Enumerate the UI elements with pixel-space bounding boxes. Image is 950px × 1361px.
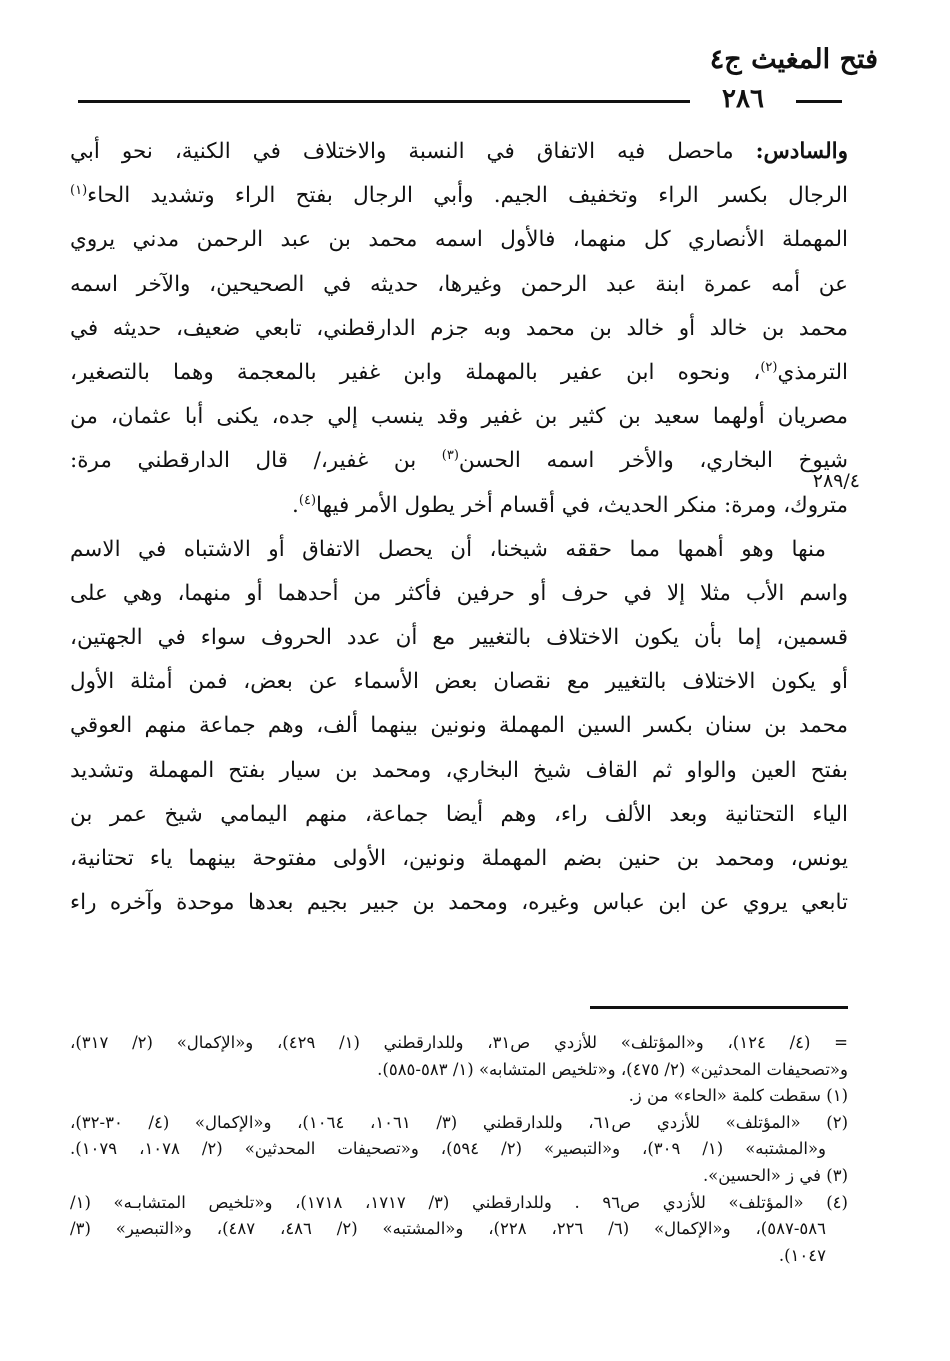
- text-line: [70, 837, 848, 881]
- line-text: الرجال بكسر الراء وتخفيف الجيم. وأبي الرجال بفتح الراء وتشديد الحاء: [87, 183, 848, 209]
- line-text: محمد بن سنان بكسر السين المهملة ونونين بينهما ألف، وهم جماعة منهم العوقي: [70, 713, 848, 739]
- footnote-line: (٣) في ز «الحسين».: [702, 1165, 848, 1185]
- footnote-line: و«تصحيفات المحدثين» (٢/ ٤٧٥)، و«تلخيص المتشابه» (١/ ٥٨٣-٥٨٥).: [377, 1059, 848, 1079]
- line-text: متروك، ومرة: منكر الحديث، في أقسام أخر يطول الأمر فيها: [316, 492, 848, 518]
- line-text: عن أمه عمرة ابنة عبد الرحمن وغيرها، حديثه في الصحيحين، والآخر اسمه: [70, 271, 848, 297]
- line-text: تابعي يروي عن ابن عباس وغيره، ومحمد بن جبير بجيم بعدها موحدة وآخره راء: [70, 890, 848, 916]
- text-line: [70, 395, 848, 439]
- line-text: الياء التحتانية وبعد الألف راء، وهم أيضا جماعة، منهم اليمامي شيخ عمر بن: [70, 801, 848, 827]
- line-text: بفتح العين والواو ثم القاف شيخ البخاري، ومحمد بن سيار بفتح المهملة وتشديد: [70, 757, 848, 783]
- main-text: [70, 130, 848, 925]
- text-line: [70, 528, 848, 572]
- text-line: [70, 307, 848, 351]
- footnote-line: ٥٨٦-٥٨٧)، و«الإكمال» (٦/ ٢٢٦، ٢٢٨)، و«المشتبه» (٢/ ٤٨٦، ٤٨٧)، و«التبصير» (٣/: [70, 1219, 826, 1239]
- text-line: [70, 439, 848, 483]
- line-text: مصريان أولهما سعيد بن كثير بن غفير وقد ينسب إلي جده، يكنى أبا عثمان، من: [70, 404, 848, 430]
- footnote-line: (٢) «المؤتلف» للأزدي ص٦١، وللدارقطني (٣/ ١٠٦١، ١٠٦٤)، و«الإكمال» (٤/ ٣٠-٣٢)،: [70, 1112, 848, 1132]
- text-line: [70, 484, 848, 528]
- text-line: [70, 749, 848, 793]
- footnote-ref: (٢): [760, 359, 778, 375]
- running-head-title: فتح المغيث ج٤: [709, 44, 878, 75]
- text-line: [70, 174, 848, 218]
- text-line: [70, 793, 848, 837]
- text-line: [70, 881, 848, 925]
- footnote-ref: (١): [70, 183, 88, 199]
- footnote-line: ١٠٤٧).: [778, 1245, 826, 1265]
- footnote-rule: [590, 1006, 848, 1009]
- line-text: الترمذي: [777, 359, 848, 385]
- line-text: .: [292, 492, 299, 518]
- footnote-line: (٤) «المؤتلف» للأزدي ص٩٦ . وللدارقطني (٣/ ١٧١٧، ١٧١٨)، و«تلخيص المتشابـه» (١/: [70, 1192, 848, 1212]
- text-line: [70, 572, 848, 616]
- footnote-line: (١) سقطت كلمة «الحاء» من ز.: [628, 1086, 848, 1106]
- text-line: [70, 218, 848, 262]
- line-text: يونس، ومحمد بن حنين بضم المهملة ونونين، الأولى مفتوحة بينهما ياء تحتانية،: [70, 846, 848, 871]
- text-line: [70, 616, 848, 660]
- footnote-ref: (٣): [441, 448, 459, 464]
- line-text: منها وهو أهمها مما حققه شيخنا، أن يحصل الاتفاق أو الاشتباه في الاسم: [70, 536, 826, 562]
- line-text: ماحصل فيه الاتفاق في النسبة والاختلاف في الكنية، نحو أبي: [70, 139, 756, 164]
- text-line: [70, 704, 848, 748]
- text-line: [70, 130, 848, 174]
- footnote-line: و«المشتبه» (١/ ٣٠٩)، و«التبصير» (٢/ ٥٩٤)، و«تصحيفات المحدثين» (٢/ ١٠٧٨، ١٠٧٩).: [70, 1139, 827, 1159]
- line-text: بن غفير،/ قال الدارقطني مرة:: [70, 448, 442, 474]
- page-number: ٢٨٦: [690, 84, 796, 116]
- line-text: واسم الأب مثلا إلا في حرف أو حرفين فأكثر من أحدهما أو منهما، وهي على: [70, 580, 848, 606]
- section-lead: والسادس:: [755, 139, 848, 164]
- footnote-ref: (٤): [298, 492, 317, 508]
- line-text: قسمين، إما بأن يكون الاختلاف بالتغيير مع أن عدد الحروف سواء في الجهتين،: [70, 625, 848, 651]
- line-text: محمد بن خالد أو خالد بن محمد وبه جزم الدارقطني، تابعي ضعيف، حديثه في: [70, 315, 848, 341]
- line-text: ، ونحوه ابن عفير بالمهملة وابن غفير بالمعجمة وهما بالتصغير،: [70, 359, 761, 385]
- footnote-line: = (٤/ ١٢٤)، و«المؤتلف» للأزدي ص٣١، وللدارقطني (١/ ٤٢٩)، و«الإكمال» (٢/ ٣١٧)،: [70, 1033, 848, 1052]
- margin-page-reference: ٢٨٩/٤: [812, 470, 860, 492]
- footnotes: [70, 1030, 848, 1269]
- line-text: شيوخ البخاري، والأخر اسمه الحسن: [458, 448, 848, 474]
- text-line: [70, 351, 848, 395]
- line-text: المهملة الأنصاري كل منهما، فالأول اسمه محمد بن عبد الرحمن مدني يروي: [70, 227, 848, 253]
- text-line: [70, 263, 848, 307]
- text-line: [70, 660, 848, 704]
- line-text: أو يكون الاختلاف بالتغيير مع نقصان بعض الأسماء عن بعض، فمن أمثلة الأول: [70, 669, 848, 695]
